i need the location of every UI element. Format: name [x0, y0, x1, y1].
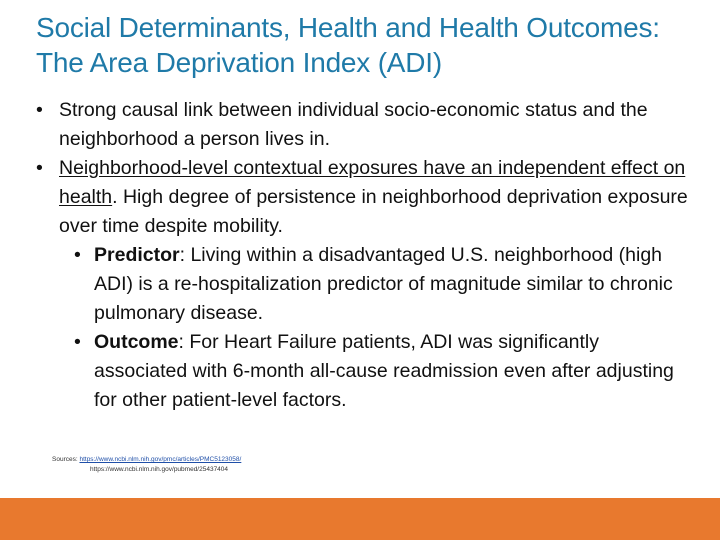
bullet-marker: •	[36, 99, 43, 121]
predictor-text: : Living within a disadvantaged U.S. neighborhood (high ADI) is a re-hospitalization predictor of magnitude similar to chronic pulmonary disease.	[94, 244, 673, 324]
bullet-2-underlined-text: Neighborhood-level contextual exposures have an independent effect on health	[59, 157, 686, 208]
sub-bullet-marker: •	[74, 331, 81, 353]
sources-label: Sources:	[52, 456, 78, 463]
predictor-label: Predictor	[94, 244, 180, 266]
bullet-2	[36, 154, 696, 241]
page-number: 24	[646, 492, 653, 498]
sub-bullet-outcome	[36, 328, 696, 415]
sub-bullet-marker: •	[74, 244, 81, 266]
bullet-2-text: . High degree of persistence in neighborhood deprivation exposure over time despite mobility.	[59, 186, 688, 237]
sub-bullet-predictor	[36, 241, 696, 328]
outcome-text: : For Heart Failure patients, ADI was significantly associated with 6-month all-cause readmission even after adjusting for other patient-level factors.	[94, 331, 674, 411]
bullet-marker: •	[36, 157, 43, 179]
source-link-2[interactable]: https://www.ncbi.nlm.nih.gov/pubmed/25437404	[90, 466, 229, 473]
footer-bar	[0, 498, 720, 540]
sources-note	[52, 455, 452, 475]
outcome-label: Outcome	[94, 331, 179, 353]
source-link-1[interactable]: https://www.ncbi.nlm.nih.gov/pmc/articles/PMC5123058/	[79, 456, 242, 463]
slide-body	[36, 96, 696, 415]
slide-title: Social Determinants, Health and Health Outcomes: The Area Deprivation Index (ADI)	[36, 12, 660, 78]
bullet-1	[36, 96, 696, 154]
bullet-1-text: Strong causal link between individual socio-economic status and the neighborhood a person lives in.	[59, 99, 648, 150]
